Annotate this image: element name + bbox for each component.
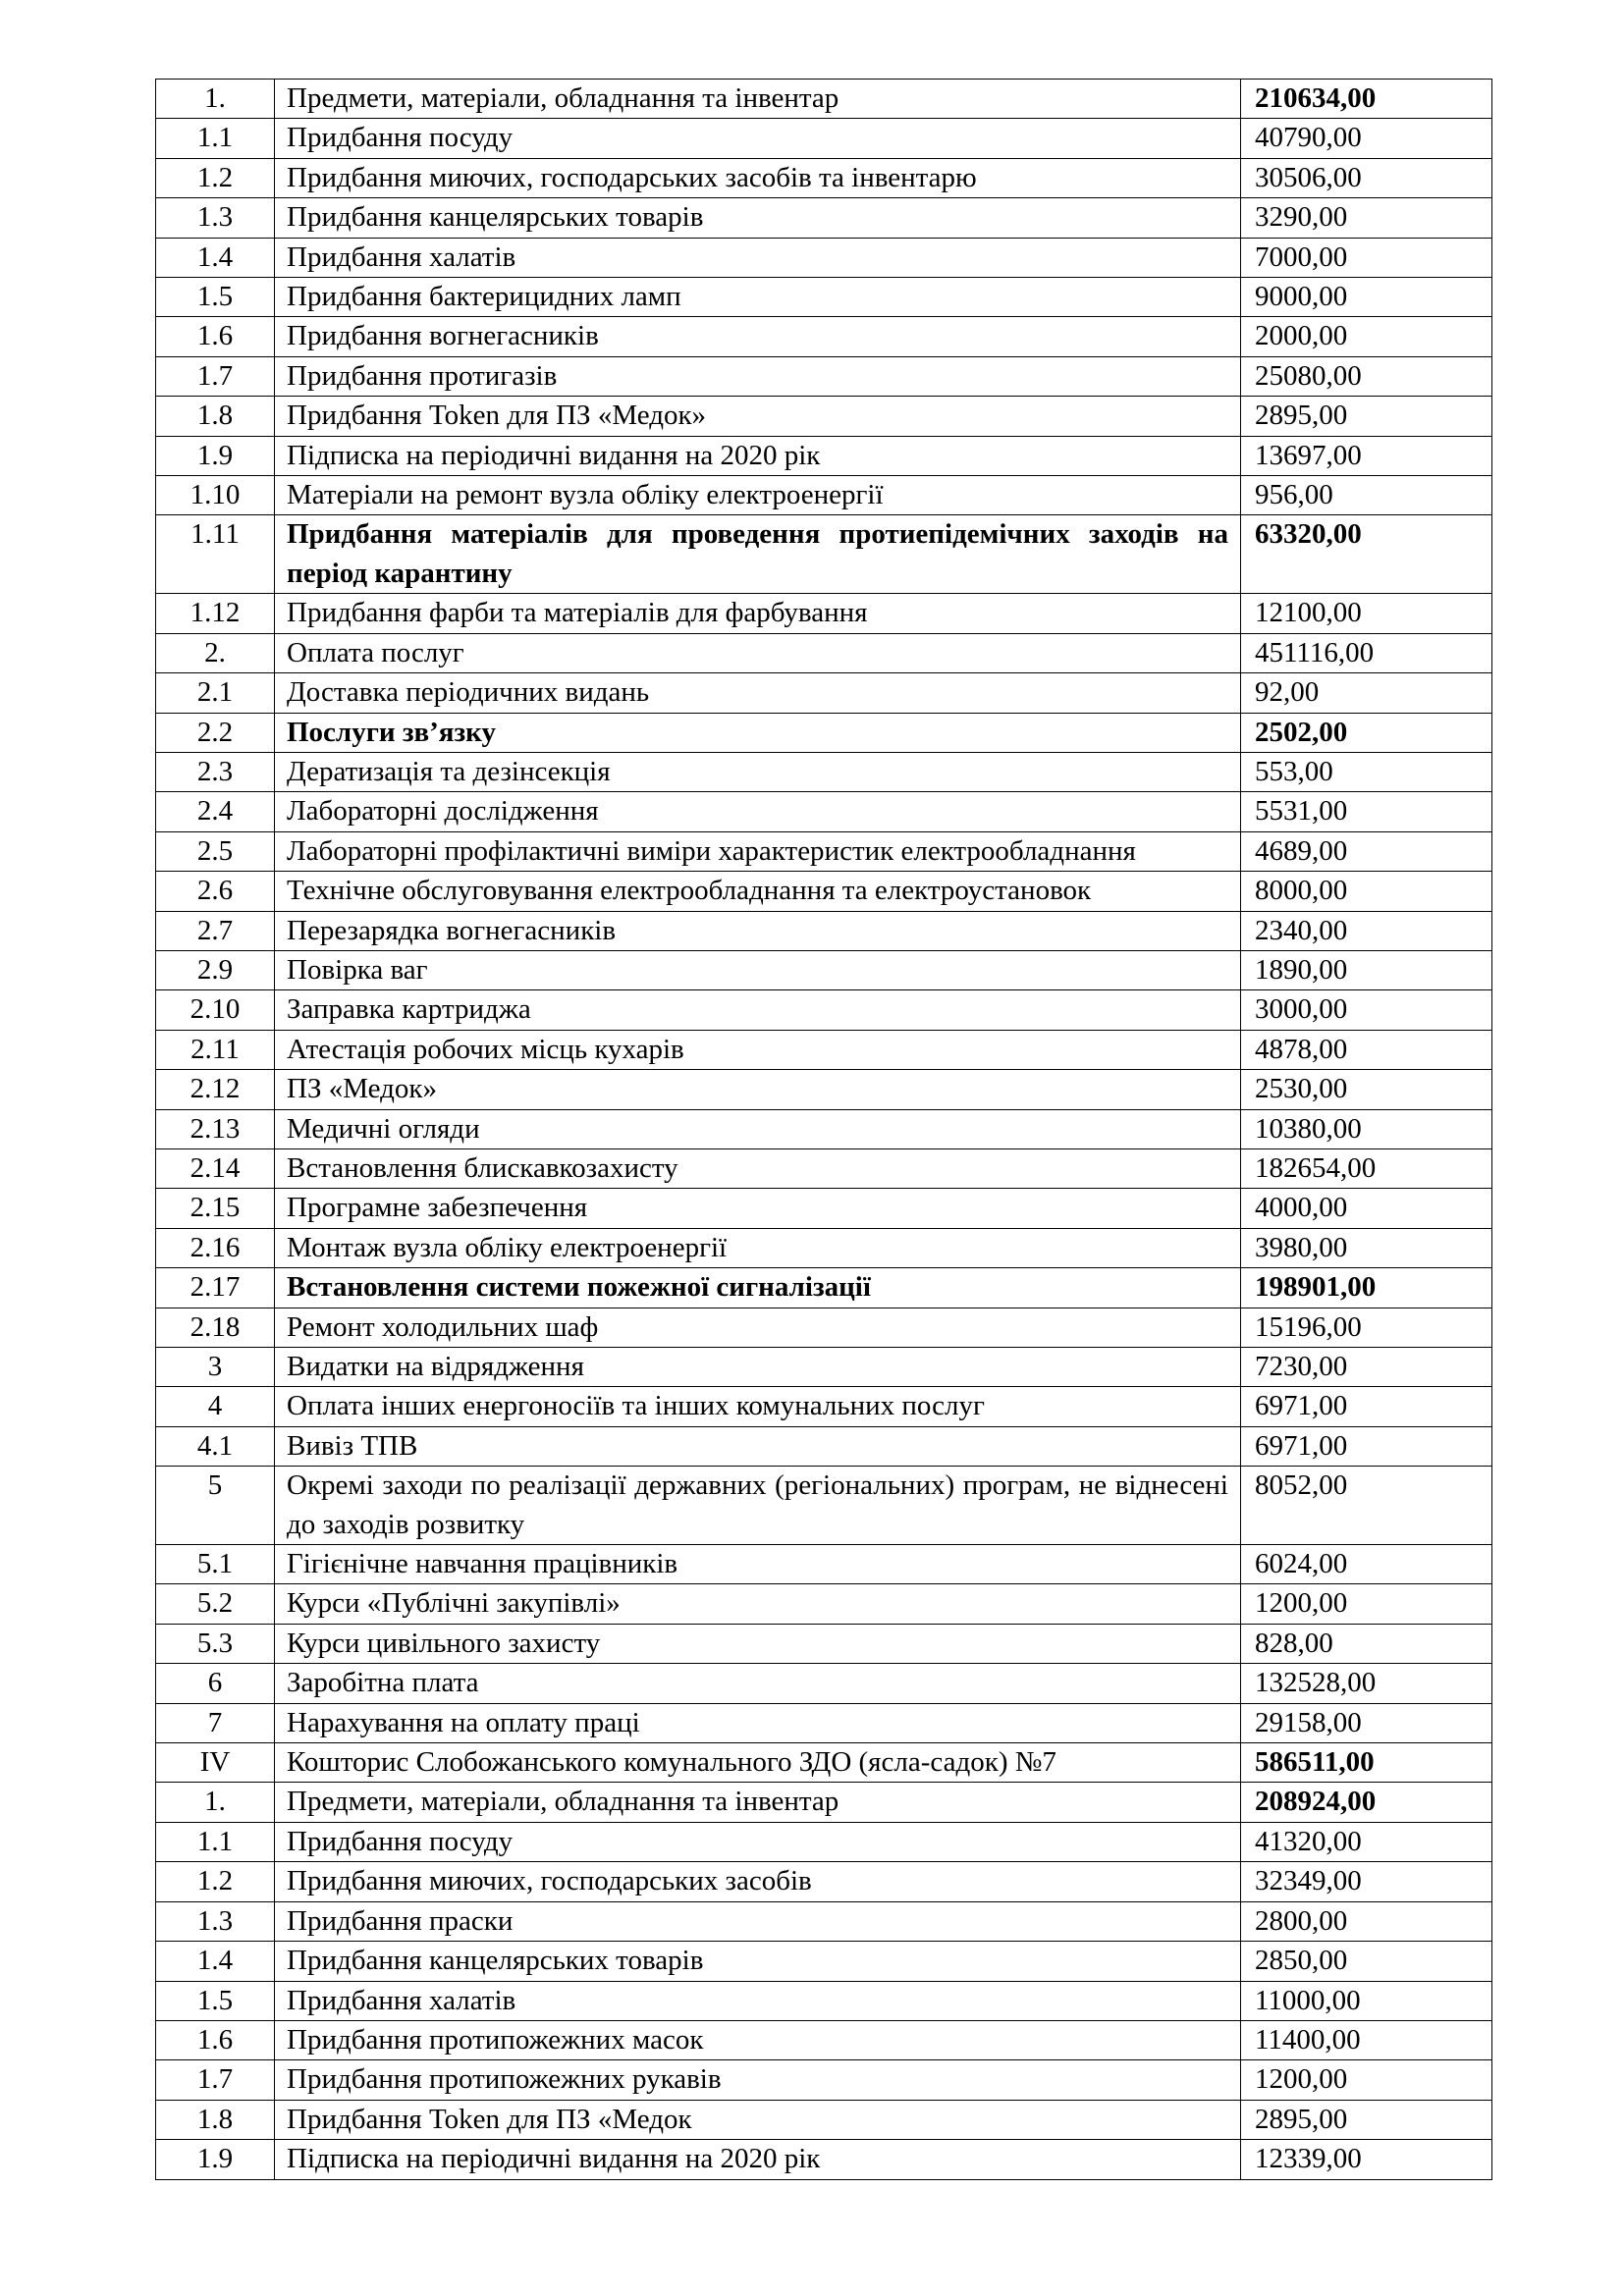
row-name-cell: Придбання посуду <box>275 119 1241 158</box>
row-name-cell: Придбання вогнегасників <box>275 317 1241 356</box>
row-number-cell: 1.4 <box>156 1942 275 1981</box>
row-sum-cell: 3980,00 <box>1241 1228 1492 1267</box>
row-name-cell: Придбання халатів <box>275 1981 1241 2020</box>
table-row <box>156 752 1492 791</box>
row-sum-cell: 6971,00 <box>1241 1426 1492 1466</box>
row-name-cell: Матеріали на ремонт вузла обліку електроенергії <box>275 476 1241 515</box>
row-sum-cell: 132528,00 <box>1241 1664 1492 1703</box>
table-row <box>156 1189 1492 1228</box>
row-name-cell: Придбання Token для ПЗ «Медок <box>275 2100 1241 2139</box>
row-sum-cell: 2800,00 <box>1241 1901 1492 1941</box>
row-sum-cell: 2895,00 <box>1241 2100 1492 2139</box>
table-row <box>156 1387 1492 1426</box>
row-sum-cell: 3290,00 <box>1241 198 1492 238</box>
row-number-cell: 1.1 <box>156 119 275 158</box>
row-sum-cell: 25080,00 <box>1241 356 1492 396</box>
table-row <box>156 1624 1492 1663</box>
row-number-cell: 1. <box>156 1783 275 1822</box>
row-sum-cell: 63320,00 <box>1241 515 1492 594</box>
row-number-cell: 5.2 <box>156 1584 275 1624</box>
row-number-cell: 1.8 <box>156 397 275 436</box>
row-number-cell: 4.1 <box>156 1426 275 1466</box>
row-number-cell: 2.3 <box>156 752 275 791</box>
row-name-cell: Придбання Token для ПЗ «Медок» <box>275 397 1241 436</box>
table-row <box>156 1268 1492 1308</box>
row-number-cell: 1.4 <box>156 238 275 277</box>
row-sum-cell: 2000,00 <box>1241 317 1492 356</box>
table-row <box>156 831 1492 871</box>
row-name-cell: Видатки на відрядження <box>275 1348 1241 1387</box>
row-number-cell: 2.18 <box>156 1308 275 1347</box>
row-sum-cell: 5531,00 <box>1241 792 1492 831</box>
row-name-cell: Медичні огляди <box>275 1109 1241 1148</box>
row-number-cell: 1.3 <box>156 1901 275 1941</box>
row-sum-cell: 12100,00 <box>1241 594 1492 633</box>
budget-page <box>155 79 1491 2180</box>
row-number-cell: 5.3 <box>156 1624 275 1663</box>
row-sum-cell: 1200,00 <box>1241 1584 1492 1624</box>
row-number-cell: 1.12 <box>156 594 275 633</box>
table-row <box>156 911 1492 950</box>
row-name-cell: Встановлення системи пожежної сигналізації <box>275 1268 1241 1308</box>
table-row <box>156 1822 1492 1861</box>
row-name-cell: Монтаж вузла обліку електроенергії <box>275 1228 1241 1267</box>
row-number-cell: 2.14 <box>156 1148 275 1188</box>
table-row <box>156 1783 1492 1822</box>
row-number-cell: 1.3 <box>156 198 275 238</box>
table-row <box>156 1862 1492 1901</box>
row-name-cell: Заправка картриджа <box>275 990 1241 1030</box>
row-sum-cell: 41320,00 <box>1241 1822 1492 1861</box>
table-row <box>156 713 1492 752</box>
row-sum-cell: 4000,00 <box>1241 1189 1492 1228</box>
budget-table-body <box>156 80 1492 2180</box>
row-sum-cell: 4689,00 <box>1241 831 1492 871</box>
row-number-cell: 2.10 <box>156 990 275 1030</box>
row-number-cell: 1.1 <box>156 1822 275 1861</box>
row-number-cell: 1.5 <box>156 278 275 317</box>
row-name-cell: Лабораторні дослідження <box>275 792 1241 831</box>
row-name-cell: Лабораторні профілактичні виміри характеристик електрообладнання <box>275 831 1241 871</box>
row-sum-cell: 30506,00 <box>1241 158 1492 197</box>
table-row <box>156 1348 1492 1387</box>
row-name-cell: Гігієнічне навчання працівників <box>275 1545 1241 1584</box>
table-row <box>156 1703 1492 1742</box>
row-sum-cell: 956,00 <box>1241 476 1492 515</box>
row-number-cell: 7 <box>156 1703 275 1742</box>
row-name-cell: Встановлення блискавкозахисту <box>275 1148 1241 1188</box>
table-row <box>156 158 1492 197</box>
table-row <box>156 2020 1492 2059</box>
table-row <box>156 990 1492 1030</box>
row-sum-cell: 2340,00 <box>1241 911 1492 950</box>
table-row <box>156 1942 1492 1981</box>
row-number-cell: 4 <box>156 1387 275 1426</box>
row-name-cell: Курси «Публічні закупівлі» <box>275 1584 1241 1624</box>
table-row <box>156 238 1492 277</box>
row-sum-cell: 13697,00 <box>1241 436 1492 475</box>
row-number-cell: 2.2 <box>156 713 275 752</box>
row-name-cell: Предмети, матеріали, обладнання та інвентар <box>275 1783 1241 1822</box>
table-row <box>156 317 1492 356</box>
row-sum-cell: 198901,00 <box>1241 1268 1492 1308</box>
row-number-cell: 2.7 <box>156 911 275 950</box>
row-number-cell: 1.9 <box>156 2140 275 2179</box>
row-sum-cell: 7230,00 <box>1241 1348 1492 1387</box>
row-sum-cell: 1200,00 <box>1241 2060 1492 2100</box>
table-row <box>156 594 1492 633</box>
table-row <box>156 119 1492 158</box>
row-name-cell: Придбання канцелярських товарів <box>275 198 1241 238</box>
row-number-cell: 1.9 <box>156 436 275 475</box>
table-row <box>156 397 1492 436</box>
row-name-cell: Нарахування на оплату праці <box>275 1703 1241 1742</box>
row-sum-cell: 32349,00 <box>1241 1862 1492 1901</box>
row-name-cell: Придбання миючих, господарських засобів <box>275 1862 1241 1901</box>
table-row <box>156 476 1492 515</box>
row-sum-cell: 40790,00 <box>1241 119 1492 158</box>
table-row <box>156 1664 1492 1703</box>
row-number-cell: 2.15 <box>156 1189 275 1228</box>
table-row <box>156 1467 1492 1545</box>
table-row <box>156 950 1492 989</box>
row-sum-cell: 2895,00 <box>1241 397 1492 436</box>
row-name-cell: Перезарядка вогнегасників <box>275 911 1241 950</box>
table-row <box>156 792 1492 831</box>
table-row <box>156 1070 1492 1109</box>
row-name-cell: Послуги зв’язку <box>275 713 1241 752</box>
row-name-cell: Оплата інших енергоносіїв та інших комунальних послуг <box>275 1387 1241 1426</box>
table-row <box>156 2100 1492 2139</box>
row-name-cell: Придбання протипожежних рукавів <box>275 2060 1241 2100</box>
row-sum-cell: 11000,00 <box>1241 1981 1492 2020</box>
row-name-cell: Технічне обслуговування електрообладнання та електроустановок <box>275 872 1241 911</box>
table-row <box>156 436 1492 475</box>
row-number-cell: 1.8 <box>156 2100 275 2139</box>
row-name-cell: Кошторис Слобожанського комунального ЗДО (ясла-садок) №7 <box>275 1743 1241 1783</box>
row-number-cell: 2.16 <box>156 1228 275 1267</box>
row-sum-cell: 9000,00 <box>1241 278 1492 317</box>
row-name-cell: Програмне забезпечення <box>275 1189 1241 1228</box>
row-number-cell: 1. <box>156 80 275 119</box>
row-number-cell: 2.6 <box>156 872 275 911</box>
row-name-cell: Атестація робочих місць кухарів <box>275 1030 1241 1069</box>
row-sum-cell: 553,00 <box>1241 752 1492 791</box>
table-row <box>156 1545 1492 1584</box>
row-sum-cell: 210634,00 <box>1241 80 1492 119</box>
budget-table <box>155 79 1492 2180</box>
row-name-cell: Курси цивільного захисту <box>275 1624 1241 1663</box>
row-sum-cell: 451116,00 <box>1241 633 1492 672</box>
row-sum-cell: 1890,00 <box>1241 950 1492 989</box>
table-row <box>156 2140 1492 2179</box>
row-name-cell: Заробітна плата <box>275 1664 1241 1703</box>
table-row <box>156 278 1492 317</box>
row-name-cell: Придбання бактерицидних ламп <box>275 278 1241 317</box>
row-number-cell: 1.2 <box>156 158 275 197</box>
table-row <box>156 1308 1492 1347</box>
table-row <box>156 80 1492 119</box>
table-row <box>156 633 1492 672</box>
row-name-cell: Доставка періодичних видань <box>275 673 1241 713</box>
row-name-cell: Придбання протипожежних масок <box>275 2020 1241 2059</box>
row-number-cell: 1.2 <box>156 1862 275 1901</box>
row-number-cell: 1.6 <box>156 317 275 356</box>
row-number-cell: 1.7 <box>156 2060 275 2100</box>
row-name-cell: Придбання миючих, господарських засобів та інвентарю <box>275 158 1241 197</box>
row-sum-cell: 15196,00 <box>1241 1308 1492 1347</box>
row-sum-cell: 7000,00 <box>1241 238 1492 277</box>
row-name-cell: Придбання посуду <box>275 1822 1241 1861</box>
row-sum-cell: 2502,00 <box>1241 713 1492 752</box>
table-row <box>156 515 1492 594</box>
table-row <box>156 1148 1492 1188</box>
table-row <box>156 872 1492 911</box>
row-number-cell: 2.9 <box>156 950 275 989</box>
row-sum-cell: 208924,00 <box>1241 1783 1492 1822</box>
row-number-cell: 2.12 <box>156 1070 275 1109</box>
row-number-cell: 2.17 <box>156 1268 275 1308</box>
row-number-cell: 1.7 <box>156 356 275 396</box>
row-name-cell: Дератизація та дезінсекція <box>275 752 1241 791</box>
table-row <box>156 1584 1492 1624</box>
row-number-cell: 2.4 <box>156 792 275 831</box>
table-row <box>156 198 1492 238</box>
row-sum-cell: 11400,00 <box>1241 2020 1492 2059</box>
row-sum-cell: 10380,00 <box>1241 1109 1492 1148</box>
row-sum-cell: 828,00 <box>1241 1624 1492 1663</box>
row-number-cell: 3 <box>156 1348 275 1387</box>
row-number-cell: 1.6 <box>156 2020 275 2059</box>
row-name-cell: Придбання канцелярських товарів <box>275 1942 1241 1981</box>
row-name-cell: Окремі заходи по реалізації державних (регіональних) програм, не віднесені до заходів розвитку <box>275 1467 1241 1545</box>
row-name-cell: Ремонт холодильних шаф <box>275 1308 1241 1347</box>
row-sum-cell: 182654,00 <box>1241 1148 1492 1188</box>
row-sum-cell: 6024,00 <box>1241 1545 1492 1584</box>
row-number-cell: 1.5 <box>156 1981 275 2020</box>
row-sum-cell: 3000,00 <box>1241 990 1492 1030</box>
table-row <box>156 1426 1492 1466</box>
row-name-cell: Оплата послуг <box>275 633 1241 672</box>
row-name-cell: Придбання фарби та матеріалів для фарбування <box>275 594 1241 633</box>
row-name-cell: Придбання протигазів <box>275 356 1241 396</box>
row-name-cell: Повірка ваг <box>275 950 1241 989</box>
row-name-cell: Підписка на періодичні видання на 2020 рік <box>275 436 1241 475</box>
table-row <box>156 1030 1492 1069</box>
row-sum-cell: 29158,00 <box>1241 1703 1492 1742</box>
row-number-cell: IV <box>156 1743 275 1783</box>
row-number-cell: 1.10 <box>156 476 275 515</box>
row-sum-cell: 92,00 <box>1241 673 1492 713</box>
row-sum-cell: 8000,00 <box>1241 872 1492 911</box>
table-row <box>156 1228 1492 1267</box>
table-row <box>156 1901 1492 1941</box>
row-sum-cell: 12339,00 <box>1241 2140 1492 2179</box>
row-sum-cell: 8052,00 <box>1241 1467 1492 1545</box>
row-name-cell: ПЗ «Медок» <box>275 1070 1241 1109</box>
table-row <box>156 673 1492 713</box>
row-number-cell: 5 <box>156 1467 275 1545</box>
row-number-cell: 1.11 <box>156 515 275 594</box>
table-row <box>156 1981 1492 2020</box>
row-number-cell: 6 <box>156 1664 275 1703</box>
table-row <box>156 1109 1492 1148</box>
row-sum-cell: 6971,00 <box>1241 1387 1492 1426</box>
row-number-cell: 5.1 <box>156 1545 275 1584</box>
row-sum-cell: 4878,00 <box>1241 1030 1492 1069</box>
row-name-cell: Придбання халатів <box>275 238 1241 277</box>
row-name-cell: Підписка на періодичні видання на 2020 рік <box>275 2140 1241 2179</box>
row-number-cell: 2.1 <box>156 673 275 713</box>
row-number-cell: 2.11 <box>156 1030 275 1069</box>
row-name-cell: Вивіз ТПВ <box>275 1426 1241 1466</box>
table-row <box>156 1743 1492 1783</box>
row-name-cell: Предмети, матеріали, обладнання та інвентар <box>275 80 1241 119</box>
row-name-cell: Придбання праски <box>275 1901 1241 1941</box>
row-number-cell: 2. <box>156 633 275 672</box>
row-name-cell: Придбання матеріалів для проведення протиепідемічних заходів на період карантину <box>275 515 1241 594</box>
table-row <box>156 356 1492 396</box>
table-row <box>156 2060 1492 2100</box>
row-sum-cell: 2850,00 <box>1241 1942 1492 1981</box>
row-number-cell: 2.5 <box>156 831 275 871</box>
row-sum-cell: 586511,00 <box>1241 1743 1492 1783</box>
row-number-cell: 2.13 <box>156 1109 275 1148</box>
row-sum-cell: 2530,00 <box>1241 1070 1492 1109</box>
